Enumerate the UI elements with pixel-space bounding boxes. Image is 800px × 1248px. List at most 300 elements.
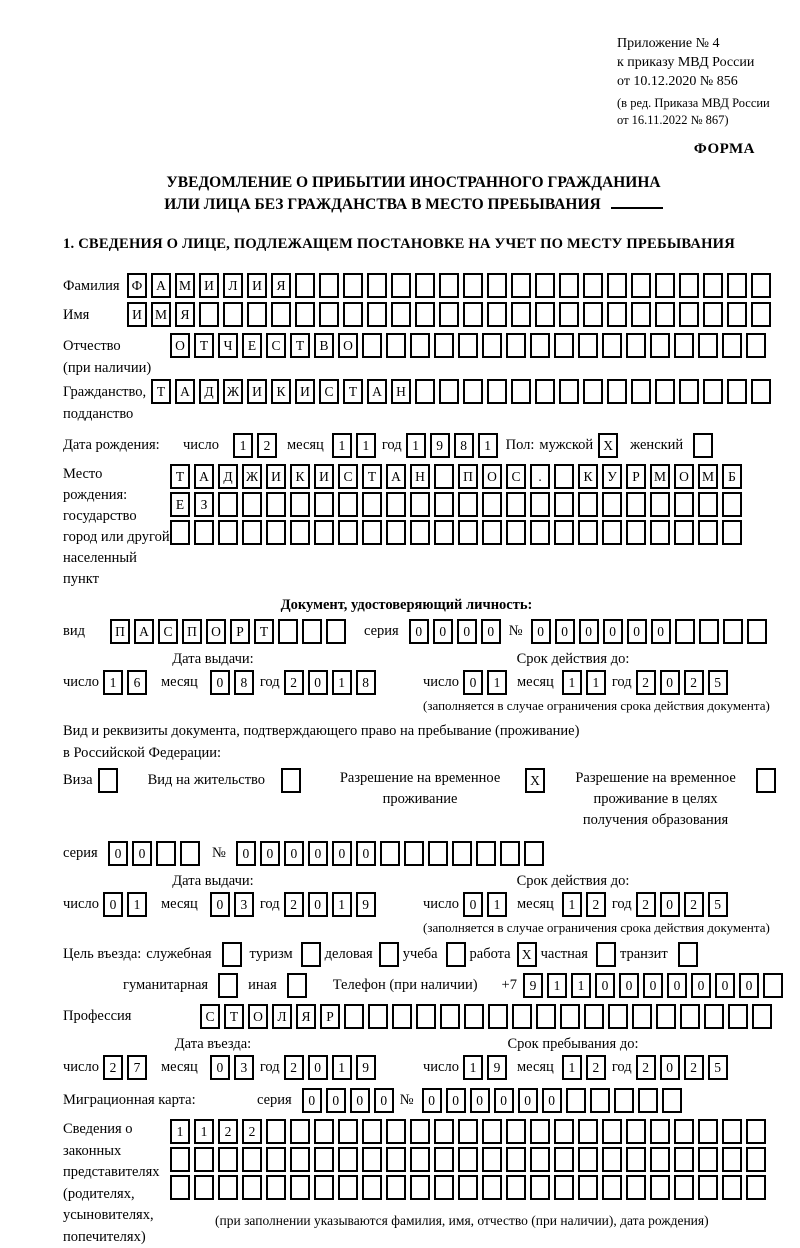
given-name-char-box[interactable] (247, 302, 267, 327)
doc-number-box[interactable] (747, 619, 767, 644)
representatives-char-box[interactable] (386, 1119, 406, 1144)
stay-year-box[interactable]: 2 (636, 1055, 656, 1080)
id-expiry-year-box[interactable]: 5 (708, 670, 728, 695)
citizenship-char-box[interactable] (535, 379, 555, 404)
representatives-char-box[interactable] (530, 1175, 550, 1200)
patronymic-char-box[interactable]: Т (194, 333, 214, 358)
birth-place-char-box[interactable]: К (578, 464, 598, 489)
profession-char-box[interactable] (728, 1004, 748, 1029)
surname-char-box[interactable] (607, 273, 627, 298)
given-name-char-box[interactable] (439, 302, 459, 327)
migration-number-box[interactable]: 0 (518, 1088, 538, 1113)
representatives-char-box[interactable] (674, 1119, 694, 1144)
representatives-char-box[interactable] (434, 1119, 454, 1144)
surname-char-box[interactable] (559, 273, 579, 298)
id-expiry-year-box[interactable]: 2 (636, 670, 656, 695)
purpose-study-checkbox[interactable] (446, 942, 466, 967)
phone-digit-box[interactable]: 1 (571, 973, 591, 998)
representatives-char-box[interactable] (746, 1175, 766, 1200)
doc-kind-char-box[interactable]: А (134, 619, 154, 644)
res-issue-year-box[interactable]: 1 (332, 892, 352, 917)
patronymic-char-box[interactable] (434, 333, 454, 358)
birth-place-char-box[interactable]: Р (626, 464, 646, 489)
surname-char-box[interactable] (343, 273, 363, 298)
birth-place-char-box[interactable] (410, 492, 430, 517)
citizenship-char-box[interactable]: Т (343, 379, 363, 404)
migration-number-box[interactable]: 0 (542, 1088, 562, 1113)
surname-char-box[interactable] (535, 273, 555, 298)
birth-place-char-box[interactable]: Т (362, 464, 382, 489)
birth-year-box[interactable]: 8 (454, 433, 474, 458)
representatives-char-box[interactable] (218, 1175, 238, 1200)
residence-series-box[interactable]: 0 (108, 841, 128, 866)
profession-char-box[interactable] (608, 1004, 628, 1029)
doc-kind-char-box[interactable]: П (182, 619, 202, 644)
residence-number-box[interactable] (500, 841, 520, 866)
birth-place-char-box[interactable]: К (290, 464, 310, 489)
doc-number-box[interactable]: 0 (603, 619, 623, 644)
profession-char-box[interactable] (536, 1004, 556, 1029)
given-name-char-box[interactable] (487, 302, 507, 327)
birth-place-char-box[interactable] (554, 520, 574, 545)
migration-number-box[interactable]: 0 (446, 1088, 466, 1113)
representatives-char-box[interactable] (626, 1175, 646, 1200)
citizenship-char-box[interactable]: И (295, 379, 315, 404)
temp-residence-edu-checkbox[interactable] (756, 768, 776, 793)
surname-char-box[interactable] (487, 273, 507, 298)
phone-digit-box[interactable]: 0 (739, 973, 759, 998)
residence-number-box[interactable]: 0 (308, 841, 328, 866)
given-name-char-box[interactable] (583, 302, 603, 327)
birth-place-char-box[interactable] (674, 492, 694, 517)
surname-char-box[interactable]: А (151, 273, 171, 298)
purpose-work-checkbox[interactable]: X (517, 942, 537, 967)
birth-place-char-box[interactable] (434, 464, 454, 489)
representatives-char-box[interactable] (218, 1147, 238, 1172)
birth-day-box[interactable]: 2 (257, 433, 277, 458)
birth-place-char-box[interactable]: О (674, 464, 694, 489)
residence-series-box[interactable] (156, 841, 176, 866)
citizenship-char-box[interactable]: К (271, 379, 291, 404)
residence-number-box[interactable] (404, 841, 424, 866)
doc-kind-char-box[interactable] (302, 619, 322, 644)
birth-place-char-box[interactable] (674, 520, 694, 545)
purpose-business-checkbox[interactable] (379, 942, 399, 967)
representatives-char-box[interactable] (242, 1175, 262, 1200)
profession-char-box[interactable] (416, 1004, 436, 1029)
doc-series-box[interactable]: 0 (457, 619, 477, 644)
migration-number-box[interactable] (566, 1088, 586, 1113)
profession-char-box[interactable] (752, 1004, 772, 1029)
birth-place-char-box[interactable]: Д (218, 464, 238, 489)
representatives-char-box[interactable]: 1 (194, 1119, 214, 1144)
migration-number-box[interactable] (638, 1088, 658, 1113)
representatives-char-box[interactable] (650, 1147, 670, 1172)
res-issue-year-box[interactable]: 2 (284, 892, 304, 917)
id-expiry-day-box[interactable]: 0 (463, 670, 483, 695)
phone-digit-box[interactable]: 0 (619, 973, 639, 998)
birth-place-char-box[interactable] (482, 492, 502, 517)
given-name-char-box[interactable] (727, 302, 747, 327)
surname-char-box[interactable] (295, 273, 315, 298)
patronymic-char-box[interactable] (506, 333, 526, 358)
representatives-char-box[interactable]: 1 (170, 1119, 190, 1144)
representatives-char-box[interactable] (506, 1175, 526, 1200)
profession-char-box[interactable]: Т (224, 1004, 244, 1029)
residence-number-box[interactable] (452, 841, 472, 866)
birth-place-char-box[interactable] (530, 492, 550, 517)
res-expiry-year-box[interactable]: 2 (636, 892, 656, 917)
birth-year-box[interactable]: 9 (430, 433, 450, 458)
citizenship-char-box[interactable]: Д (199, 379, 219, 404)
citizenship-char-box[interactable] (703, 379, 723, 404)
surname-char-box[interactable] (391, 273, 411, 298)
representatives-char-box[interactable] (434, 1147, 454, 1172)
visa-checkbox[interactable] (98, 768, 118, 793)
patronymic-char-box[interactable] (482, 333, 502, 358)
residence-number-box[interactable]: 0 (236, 841, 256, 866)
birth-place-char-box[interactable] (242, 520, 262, 545)
surname-char-box[interactable] (631, 273, 651, 298)
representatives-char-box[interactable] (530, 1147, 550, 1172)
surname-char-box[interactable] (703, 273, 723, 298)
representatives-char-box[interactable] (722, 1147, 742, 1172)
birth-place-char-box[interactable] (554, 492, 574, 517)
phone-digit-box[interactable]: 0 (667, 973, 687, 998)
given-name-char-box[interactable] (391, 302, 411, 327)
patronymic-char-box[interactable] (530, 333, 550, 358)
profession-char-box[interactable]: С (200, 1004, 220, 1029)
profession-char-box[interactable] (632, 1004, 652, 1029)
representatives-char-box[interactable] (266, 1175, 286, 1200)
representatives-char-box[interactable] (578, 1147, 598, 1172)
birth-place-char-box[interactable] (290, 520, 310, 545)
representatives-char-box[interactable] (410, 1119, 430, 1144)
given-name-char-box[interactable] (367, 302, 387, 327)
purpose-private-checkbox[interactable] (596, 942, 616, 967)
doc-series-box[interactable]: 0 (433, 619, 453, 644)
birth-place-char-box[interactable]: М (698, 464, 718, 489)
birth-place-char-box[interactable] (602, 492, 622, 517)
birth-place-char-box[interactable] (170, 520, 190, 545)
entry-year-box[interactable]: 0 (308, 1055, 328, 1080)
profession-char-box[interactable]: Я (296, 1004, 316, 1029)
birth-place-char-box[interactable] (650, 520, 670, 545)
given-name-char-box[interactable] (631, 302, 651, 327)
given-name-char-box[interactable]: И (127, 302, 147, 327)
citizenship-char-box[interactable] (727, 379, 747, 404)
res-expiry-month-box[interactable]: 2 (586, 892, 606, 917)
stay-month-box[interactable]: 1 (562, 1055, 582, 1080)
birth-place-char-box[interactable] (698, 520, 718, 545)
res-expiry-year-box[interactable]: 0 (660, 892, 680, 917)
birth-place-char-box[interactable] (266, 520, 286, 545)
female-checkbox[interactable] (693, 433, 713, 458)
residence-number-box[interactable] (380, 841, 400, 866)
representatives-char-box[interactable] (650, 1119, 670, 1144)
id-issue-day-box[interactable]: 1 (103, 670, 123, 695)
residence-number-box[interactable]: 0 (332, 841, 352, 866)
surname-char-box[interactable]: И (199, 273, 219, 298)
patronymic-char-box[interactable] (698, 333, 718, 358)
residence-number-box[interactable]: 0 (284, 841, 304, 866)
citizenship-char-box[interactable]: И (247, 379, 267, 404)
id-issue-year-box[interactable]: 2 (284, 670, 304, 695)
surname-char-box[interactable] (463, 273, 483, 298)
profession-char-box[interactable]: Р (320, 1004, 340, 1029)
representatives-char-box[interactable] (482, 1147, 502, 1172)
citizenship-char-box[interactable]: С (319, 379, 339, 404)
representatives-char-box[interactable] (506, 1147, 526, 1172)
representatives-char-box[interactable] (482, 1119, 502, 1144)
birth-place-char-box[interactable]: П (458, 464, 478, 489)
migration-number-box[interactable]: 0 (494, 1088, 514, 1113)
surname-char-box[interactable] (319, 273, 339, 298)
citizenship-char-box[interactable] (583, 379, 603, 404)
representatives-char-box[interactable] (314, 1147, 334, 1172)
citizenship-char-box[interactable] (751, 379, 771, 404)
doc-number-box[interactable]: 0 (531, 619, 551, 644)
given-name-char-box[interactable] (655, 302, 675, 327)
representatives-char-box[interactable] (554, 1119, 574, 1144)
birth-place-char-box[interactable] (578, 492, 598, 517)
stay-day-box[interactable]: 1 (463, 1055, 483, 1080)
doc-kind-char-box[interactable] (278, 619, 298, 644)
id-issue-year-box[interactable]: 1 (332, 670, 352, 695)
birth-year-box[interactable]: 1 (406, 433, 426, 458)
representatives-char-box[interactable] (338, 1119, 358, 1144)
doc-kind-char-box[interactable]: Т (254, 619, 274, 644)
residence-number-box[interactable]: 0 (356, 841, 376, 866)
birth-place-char-box[interactable]: Т (170, 464, 190, 489)
citizenship-char-box[interactable] (607, 379, 627, 404)
birth-place-char-box[interactable]: М (650, 464, 670, 489)
birth-place-char-box[interactable] (338, 520, 358, 545)
residence-permit-checkbox[interactable] (281, 768, 301, 793)
surname-char-box[interactable] (679, 273, 699, 298)
representatives-char-box[interactable] (578, 1175, 598, 1200)
surname-char-box[interactable] (751, 273, 771, 298)
birth-place-char-box[interactable] (698, 492, 718, 517)
birth-place-char-box[interactable] (434, 520, 454, 545)
doc-number-box[interactable] (699, 619, 719, 644)
representatives-char-box[interactable] (410, 1175, 430, 1200)
patronymic-char-box[interactable] (602, 333, 622, 358)
birth-place-char-box[interactable] (314, 492, 334, 517)
residence-number-box[interactable] (428, 841, 448, 866)
surname-char-box[interactable] (727, 273, 747, 298)
profession-char-box[interactable] (392, 1004, 412, 1029)
profession-char-box[interactable]: Л (272, 1004, 292, 1029)
representatives-char-box[interactable] (386, 1147, 406, 1172)
profession-char-box[interactable] (344, 1004, 364, 1029)
purpose-transit-checkbox[interactable] (678, 942, 698, 967)
representatives-char-box[interactable] (314, 1175, 334, 1200)
res-expiry-month-box[interactable]: 1 (562, 892, 582, 917)
surname-char-box[interactable] (655, 273, 675, 298)
surname-char-box[interactable]: Ф (127, 273, 147, 298)
representatives-char-box[interactable] (650, 1175, 670, 1200)
temp-residence-checkbox[interactable]: X (525, 768, 545, 793)
representatives-char-box[interactable] (674, 1147, 694, 1172)
patronymic-char-box[interactable] (674, 333, 694, 358)
citizenship-char-box[interactable] (439, 379, 459, 404)
migration-number-box[interactable] (662, 1088, 682, 1113)
representatives-char-box[interactable] (338, 1147, 358, 1172)
given-name-char-box[interactable] (607, 302, 627, 327)
representatives-char-box[interactable] (386, 1175, 406, 1200)
citizenship-char-box[interactable] (655, 379, 675, 404)
patronymic-char-box[interactable] (362, 333, 382, 358)
phone-digit-box[interactable]: 1 (547, 973, 567, 998)
entry-year-box[interactable]: 9 (356, 1055, 376, 1080)
patronymic-char-box[interactable]: Ч (218, 333, 238, 358)
representatives-char-box[interactable] (722, 1175, 742, 1200)
residence-series-box[interactable] (180, 841, 200, 866)
birth-place-char-box[interactable]: Б (722, 464, 742, 489)
stay-year-box[interactable]: 5 (708, 1055, 728, 1080)
surname-char-box[interactable]: М (175, 273, 195, 298)
birth-place-char-box[interactable] (386, 492, 406, 517)
entry-year-box[interactable]: 2 (284, 1055, 304, 1080)
phone-digit-box[interactable]: 0 (643, 973, 663, 998)
doc-kind-char-box[interactable]: С (158, 619, 178, 644)
res-issue-month-box[interactable]: 3 (234, 892, 254, 917)
profession-char-box[interactable] (656, 1004, 676, 1029)
representatives-char-box[interactable] (626, 1119, 646, 1144)
birth-place-char-box[interactable] (722, 520, 742, 545)
res-expiry-year-box[interactable]: 2 (684, 892, 704, 917)
res-expiry-day-box[interactable]: 1 (487, 892, 507, 917)
profession-char-box[interactable] (464, 1004, 484, 1029)
doc-kind-char-box[interactable]: П (110, 619, 130, 644)
birth-place-char-box[interactable] (218, 492, 238, 517)
id-issue-day-box[interactable]: 6 (127, 670, 147, 695)
birth-month-box[interactable]: 1 (332, 433, 352, 458)
birth-place-char-box[interactable] (626, 520, 646, 545)
phone-digit-box[interactable] (763, 973, 783, 998)
patronymic-char-box[interactable] (722, 333, 742, 358)
migration-number-box[interactable]: 0 (470, 1088, 490, 1113)
patronymic-char-box[interactable] (650, 333, 670, 358)
representatives-char-box[interactable] (530, 1119, 550, 1144)
birth-place-char-box[interactable] (386, 520, 406, 545)
migration-number-box[interactable]: 0 (422, 1088, 442, 1113)
citizenship-char-box[interactable] (463, 379, 483, 404)
given-name-char-box[interactable] (295, 302, 315, 327)
migration-series-box[interactable]: 0 (350, 1088, 370, 1113)
doc-kind-char-box[interactable]: О (206, 619, 226, 644)
representatives-char-box[interactable] (194, 1175, 214, 1200)
patronymic-char-box[interactable] (458, 333, 478, 358)
birth-place-char-box[interactable]: И (266, 464, 286, 489)
profession-char-box[interactable] (704, 1004, 724, 1029)
patronymic-char-box[interactable] (386, 333, 406, 358)
given-name-char-box[interactable] (199, 302, 219, 327)
representatives-char-box[interactable] (578, 1119, 598, 1144)
representatives-char-box[interactable] (554, 1147, 574, 1172)
representatives-char-box[interactable] (170, 1147, 190, 1172)
patronymic-char-box[interactable] (578, 333, 598, 358)
representatives-char-box[interactable] (266, 1147, 286, 1172)
birth-place-char-box[interactable]: З (194, 492, 214, 517)
birth-place-char-box[interactable] (362, 492, 382, 517)
id-expiry-year-box[interactable]: 0 (660, 670, 680, 695)
birth-place-char-box[interactable] (506, 492, 526, 517)
representatives-char-box[interactable] (746, 1119, 766, 1144)
given-name-char-box[interactable] (271, 302, 291, 327)
stay-year-box[interactable]: 2 (684, 1055, 704, 1080)
birth-day-box[interactable]: 1 (233, 433, 253, 458)
doc-number-box[interactable]: 0 (651, 619, 671, 644)
representatives-char-box[interactable] (362, 1119, 382, 1144)
birth-place-char-box[interactable] (578, 520, 598, 545)
representatives-char-box[interactable] (626, 1147, 646, 1172)
birth-place-char-box[interactable] (194, 520, 214, 545)
representatives-char-box[interactable] (290, 1119, 310, 1144)
birth-place-char-box[interactable]: А (386, 464, 406, 489)
doc-number-box[interactable]: 0 (579, 619, 599, 644)
representatives-char-box[interactable] (458, 1147, 478, 1172)
surname-char-box[interactable]: И (247, 273, 267, 298)
representatives-char-box[interactable] (170, 1175, 190, 1200)
res-issue-month-box[interactable]: 0 (210, 892, 230, 917)
phone-digit-box[interactable]: 0 (691, 973, 711, 998)
birth-place-char-box[interactable]: У (602, 464, 622, 489)
res-issue-day-box[interactable]: 0 (103, 892, 123, 917)
surname-char-box[interactable] (511, 273, 531, 298)
profession-char-box[interactable] (584, 1004, 604, 1029)
patronymic-char-box[interactable] (626, 333, 646, 358)
migration-number-box[interactable] (590, 1088, 610, 1113)
male-checkbox[interactable]: X (598, 433, 618, 458)
entry-day-box[interactable]: 7 (127, 1055, 147, 1080)
surname-char-box[interactable] (583, 273, 603, 298)
representatives-char-box[interactable] (746, 1147, 766, 1172)
stay-month-box[interactable]: 2 (586, 1055, 606, 1080)
birth-place-char-box[interactable] (458, 520, 478, 545)
representatives-char-box[interactable] (362, 1175, 382, 1200)
profession-char-box[interactable] (368, 1004, 388, 1029)
citizenship-char-box[interactable] (511, 379, 531, 404)
citizenship-char-box[interactable]: Ж (223, 379, 243, 404)
id-issue-month-box[interactable]: 0 (210, 670, 230, 695)
phone-digit-box[interactable]: 0 (715, 973, 735, 998)
birth-place-char-box[interactable]: И (314, 464, 334, 489)
birth-place-char-box[interactable] (410, 520, 430, 545)
birth-place-char-box[interactable] (626, 492, 646, 517)
citizenship-char-box[interactable] (559, 379, 579, 404)
doc-series-box[interactable]: 0 (481, 619, 501, 644)
birth-place-char-box[interactable]: Е (170, 492, 190, 517)
profession-char-box[interactable] (488, 1004, 508, 1029)
entry-year-box[interactable]: 1 (332, 1055, 352, 1080)
stay-day-box[interactable]: 9 (487, 1055, 507, 1080)
representatives-char-box[interactable] (698, 1175, 718, 1200)
id-expiry-month-box[interactable]: 1 (562, 670, 582, 695)
surname-char-box[interactable] (415, 273, 435, 298)
birth-place-char-box[interactable] (650, 492, 670, 517)
citizenship-char-box[interactable]: А (175, 379, 195, 404)
id-issue-month-box[interactable]: 8 (234, 670, 254, 695)
representatives-char-box[interactable] (338, 1175, 358, 1200)
patronymic-char-box[interactable]: Т (290, 333, 310, 358)
profession-char-box[interactable] (680, 1004, 700, 1029)
purpose-official-checkbox[interactable] (222, 942, 242, 967)
given-name-char-box[interactable] (463, 302, 483, 327)
res-issue-year-box[interactable]: 9 (356, 892, 376, 917)
patronymic-char-box[interactable] (554, 333, 574, 358)
